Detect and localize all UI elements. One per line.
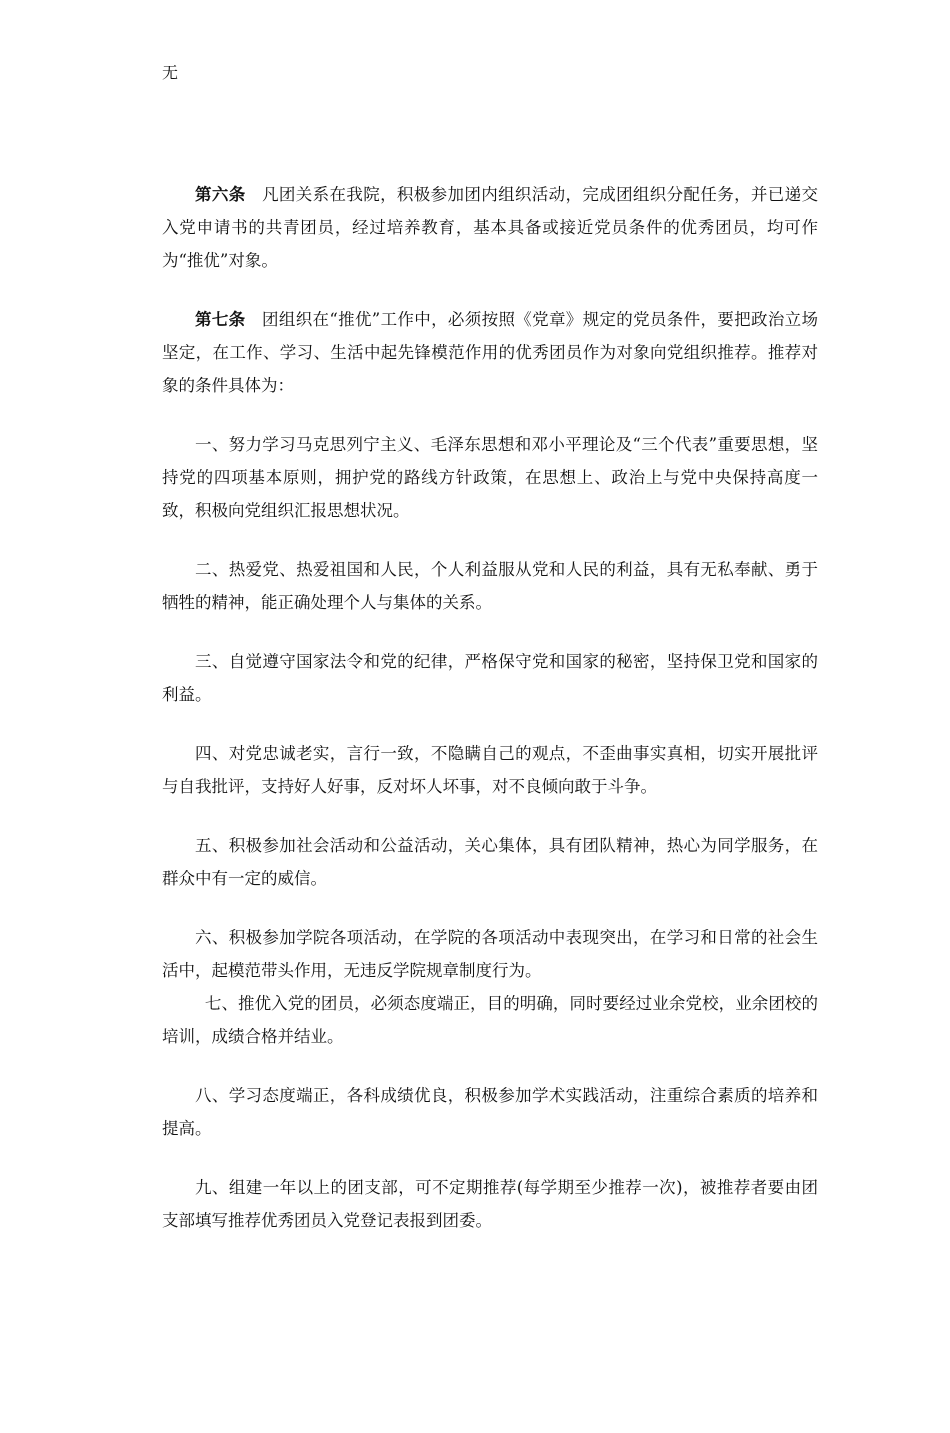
condition-3: 三、自觉遵守国家法令和党的纪律，严格保守党和国家的秘密，坚持保卫党和国家的利益。 [162,652,818,704]
condition-9: 九、组建一年以上的团支部，可不定期推荐(每学期至少推荐一次)，被推荐者要由团支部填写推荐优秀团员入党登记表报到团委。 [162,1178,818,1230]
article-six-text: 凡团关系在我院，积极参加团内组织活动，完成团组织分配任务，并已递交入党申请书的共青团员，经过培养教育，基本具备或接近党员条件的优秀团员，均可作为“推优”对象。 [162,185,819,270]
article-seven [162,303,818,402]
condition-7: 七、推优入党的团员，必须态度端正，目的明确，同时要经过业余党校，业余团校的培训，成绩合格并结业。 [162,994,818,1046]
condition-6: 六、积极参加学院各项活动，在学院的各项活动中表现突出，在学习和日常的社会生活中，起模范带头作用，无违反学院规章制度行为。 [162,928,818,980]
condition-5: 五、积极参加社会活动和公益活动，关心集体，具有团队精神，热心为同学服务，在群众中有一定的威信。 [162,836,818,888]
condition-1: 一、努力学习马克思列宁主义、毛泽东思想和邓小平理论及“三个代表”重要思想，坚持党的四项基本原则，拥护党的路线方针政策，在思想上、政治上与党中央保持高度一致，积极向党组织汇报思想状况。 [162,435,818,520]
header-mark: 无 [162,63,179,82]
article-seven-text: 团组织在“推优”工作中，必须按照《党章》规定的党员条件，要把政治立场坚定，在工作、学习、生活中起先锋模范作用的优秀团员作为对象向党组织推荐。推荐对象的条件具体为： [162,310,819,395]
article-six-label: 第六条 [195,185,246,204]
article-six [162,178,818,277]
article-seven-label: 第七条 [195,310,246,329]
condition-2: 二、热爱党、热爱祖国和人民，个人利益服从党和人民的利益，具有无私奉献、勇于牺牲的精神，能正确处理个人与集体的关系。 [162,560,818,612]
document-body [162,178,818,1263]
condition-8: 八、学习态度端正，各科成绩优良，积极参加学术实践活动，注重综合素质的培养和提高。 [162,1086,818,1138]
condition-4: 四、对党忠诚老实，言行一致，不隐瞒自己的观点，不歪曲事实真相，切实开展批评与自我批评，支持好人好事，反对坏人坏事，对不良倾向敢于斗争。 [162,744,818,796]
